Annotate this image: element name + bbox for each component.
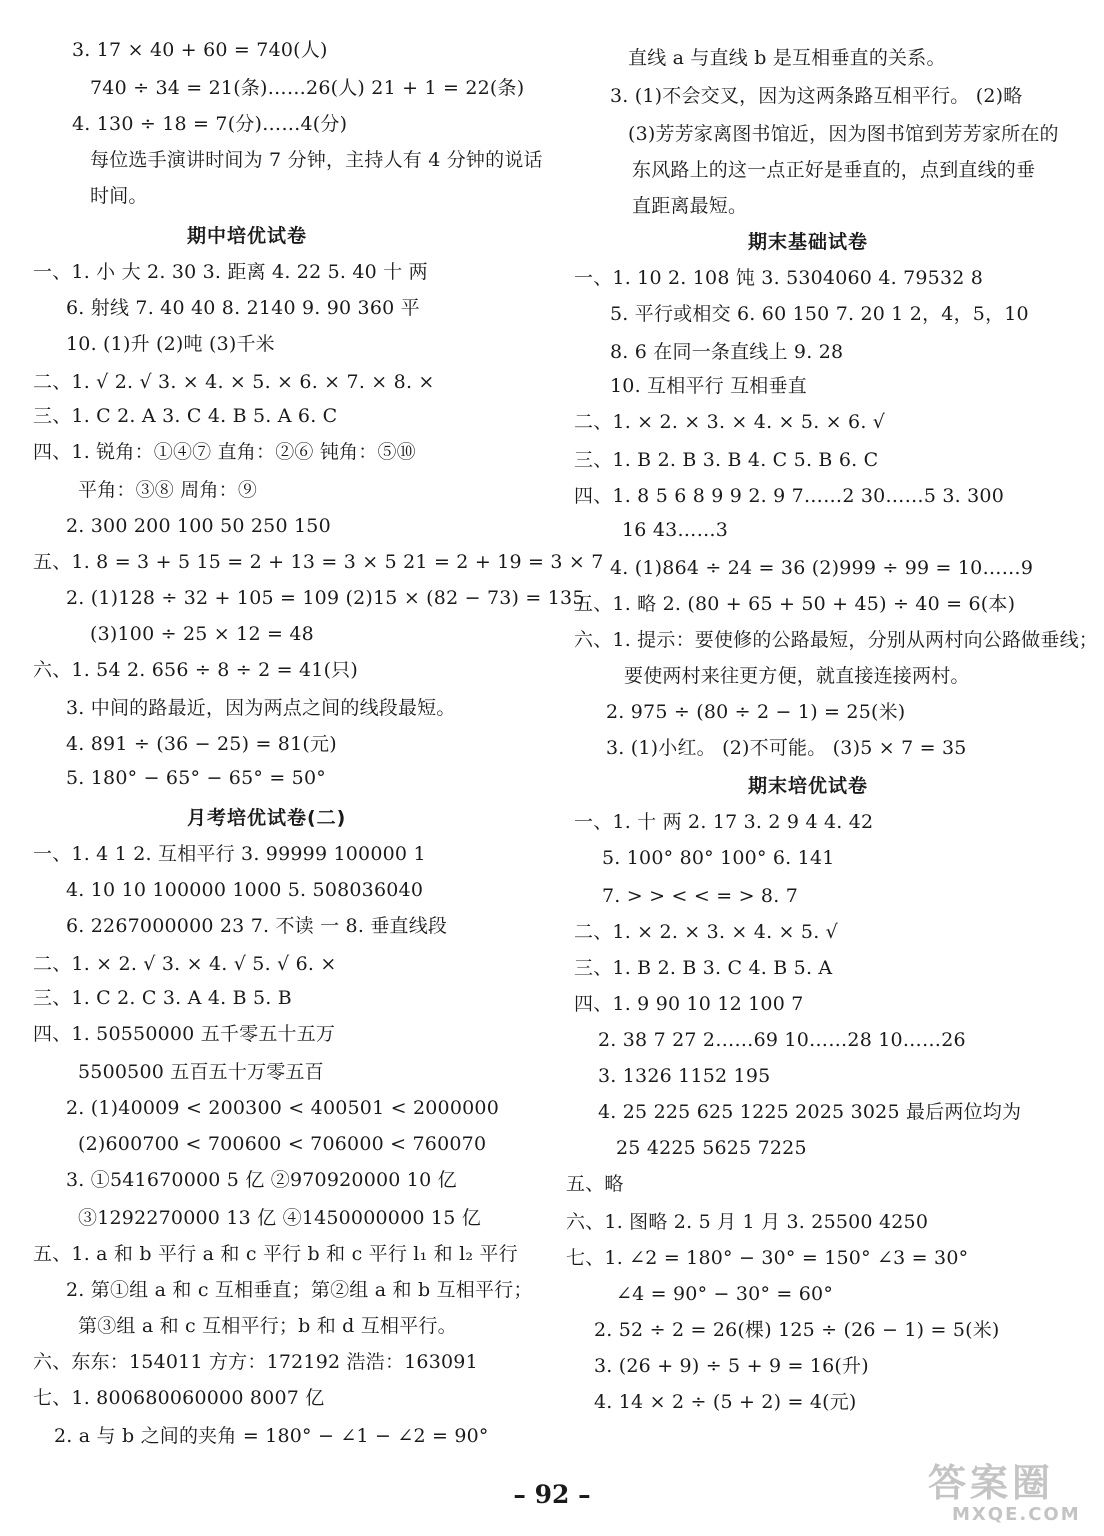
answer-line: (3)芳芳家离图书馆近，因为图书馆到芳芳家所在的 [628,123,1059,145]
answer-line: 四、1. 50550000 五千零五十五万 [33,1023,336,1045]
answer-line: 四、1. 8 5 6 8 9 9 2. 9 7……2 30……5 3. 300 [574,485,1004,507]
answer-line: 四、1. 9 90 10 12 100 7 [574,993,804,1015]
answer-line: 5. 100° 80° 100° 6. 141 [602,847,835,869]
answer-line: 三、1. B 2. B 3. B 4. C 5. B 6. C [574,449,879,471]
answer-line: (3)100 ÷ 25 × 12 = 48 [90,623,314,645]
answer-line: ∠4 = 90° − 30° = 60° [616,1283,834,1305]
answer-line: 2. (1)128 ÷ 32 + 105 = 109 (2)15 × (82 − 73) = 135 [66,587,585,609]
answer-line: 三、1. C 2. A 3. C 4. B 5. A 6. C [33,405,338,427]
answer-line: (2)600700 < 700600 < 706000 < 760070 [78,1133,487,1155]
page-number: – 92 – [513,1480,591,1509]
answer-line: 3. 中间的路最近，因为两点之间的线段最短。 [66,697,456,719]
answer-line: 2. 975 ÷ (80 ÷ 2 − 1) = 25(米) [606,701,906,723]
answer-line: 一、1. 十 两 2. 17 3. 2 9 4 4. 42 [574,811,874,833]
answer-line: 4. 14 × 2 ÷ (5 + 2) = 4(元) [594,1391,857,1413]
answer-line: 3. 17 × 40 + 60 = 740(人) [72,39,328,61]
answer-line: 一、1. 10 2. 108 饨 3. 5304060 4. 79532 8 [574,267,984,289]
answer-line: 3. (26 + 9) ÷ 5 + 9 = 16(升) [594,1355,869,1377]
answer-line: 六、东东：154011 方方：172192 浩浩：163091 [33,1351,478,1373]
watermark-text: 答案圈 [928,1461,1055,1505]
answer-line: 2. 52 ÷ 2 = 26(棵) 125 ÷ (26 − 1) = 5(米) [594,1319,1000,1341]
answer-line: 二、1. × 2. × 3. × 4. × 5. √ [574,921,838,943]
answer-line: 二、1. √ 2. √ 3. × 4. × 5. × 6. × 7. × 8. × [33,371,435,393]
answer-line: 2. 第①组 a 和 c 互相垂直；第②组 a 和 b 互相平行； [66,1279,533,1301]
answer-line: 7. > > < < = > 8. 7 [602,885,798,907]
answer-line: 2. (1)40009 < 200300 < 400501 < 2000000 [66,1097,499,1119]
answer-line: 10. 互相平行 互相垂直 [610,375,807,397]
watermark-logo [922,1452,1092,1532]
answer-line: 时间。 [90,185,148,207]
answer-line: 4. (1)864 ÷ 24 = 36 (2)999 ÷ 99 = 10……9 [610,557,1034,579]
answer-line: 要使两村来往更方便，就直接连接两村。 [624,665,970,687]
answer-line: 七、1. 800680060000 8007 亿 [33,1387,325,1409]
answer-line: 5. 180° − 65° − 65° = 50° [66,767,326,789]
answer-line: 2. 38 7 27 2……69 10……28 10……26 [598,1029,966,1051]
answer-line: 四、1. 锐角：①④⑦ 直角：②⑥ 钝角：⑤⑩ [33,441,416,463]
answer-line: 二、1. × 2. √ 3. × 4. √ 5. √ 6. × [33,953,337,975]
section-heading: 期末培优试卷 [748,775,869,797]
answer-line: 25 4225 5625 7225 [616,1137,807,1159]
answer-line: 六、1. 图略 2. 5 月 1 月 3. 25500 4250 [566,1211,929,1233]
answer-line: 740 ÷ 34 = 21(条)……26(人) 21 + 1 = 22(条) [90,77,525,99]
answer-line: 4. 891 ÷ (36 − 25) = 81(元) [66,733,337,755]
answer-line: 一、1. 4 1 2. 互相平行 3. 99999 100000 1 [33,843,426,865]
answer-line: 二、1. × 2. × 3. × 4. × 5. × 6. √ [574,411,886,433]
answer-line: 2. 300 200 100 50 250 150 [66,515,331,537]
answer-line: ③1292270000 13 亿 ④1450000000 15 亿 [78,1207,481,1229]
section-heading: 期中培优试卷 [187,225,308,247]
answer-line: 10. (1)升 (2)吨 (3)千米 [66,333,275,355]
answer-line: 5. 平行或相交 6. 60 150 7. 20 1 2，4，5，10 [610,303,1029,325]
answer-line: 8. 6 在同一条直线上 9. 28 [610,341,844,363]
answer-line: 3. (1)不会交叉，因为这两条路互相平行。 (2)略 [610,85,1023,107]
answer-line: 每位选手演讲时间为 7 分钟，主持人有 4 分钟的说话 [90,149,543,171]
answer-line: 五、1. a 和 b 平行 a 和 c 平行 b 和 c 平行 l₁ 和 l₂ 平行 [33,1243,518,1265]
answer-line: 4. 130 ÷ 18 = 7(分)……4(分) [72,113,348,135]
watermark-url: MXQE.COM [952,1504,1081,1525]
answer-line: 16 43……3 [622,519,729,541]
section-heading: 月考培优试卷(二) [187,807,347,829]
answer-line: 第③组 a 和 c 互相平行；b 和 d 互相平行。 [78,1315,457,1337]
section-heading: 期末基础试卷 [748,231,869,253]
answer-line: 4. 25 225 625 1225 2025 3025 最后两位均为 [598,1101,1022,1123]
answer-line: 一、1. 小 大 2. 30 3. 距离 4. 22 5. 40 十 两 [33,261,428,283]
answer-line: 三、1. B 2. B 3. C 4. B 5. A [574,957,833,979]
answer-line: 六、1. 54 2. 656 ÷ 8 ÷ 2 = 41(只) [33,659,358,681]
answer-line: 三、1. C 2. C 3. A 4. B 5. B [33,987,292,1009]
answer-line: 3. ①541670000 5 亿 ②970920000 10 亿 [66,1169,457,1191]
answer-line: 东风路上的这一点正好是垂直的，点到直线的垂 [632,159,1036,181]
answer-line: 六、1. 提示：要使修的公路最短，分别从两村向公路做垂线； [574,629,1098,651]
answer-line: 4. 10 10 100000 1000 5. 508036040 [66,879,424,901]
answer-line: 3. 1326 1152 195 [598,1065,771,1087]
answer-line: 平角：③⑧ 周角：⑨ [78,479,258,501]
answer-line: 五、1. 略 2. (80 + 65 + 50 + 45) ÷ 40 = 6(本) [574,593,1016,615]
answer-line: 五、1. 8 = 3 + 5 15 = 2 + 13 = 3 × 5 21 = 2 + 19 = 3 × 7 [33,551,604,573]
answer-line: 五、略 [566,1173,624,1195]
answer-line: 直距离最短。 [632,195,748,217]
answer-line: 6. 射线 7. 40 40 8. 2140 9. 90 360 平 [66,297,420,319]
answer-line: 6. 2267000000 23 7. 不读 一 8. 垂直线段 [66,915,448,937]
answer-line: 3. (1)小红。 (2)不可能。 (3)5 × 7 = 35 [606,737,967,759]
answer-line: 2. a 与 b 之间的夹角 = 180° − ∠1 − ∠2 = 90° [54,1425,489,1447]
answer-line: 七、1. ∠2 = 180° − 30° = 150° ∠3 = 30° [566,1247,969,1269]
answer-line: 5500500 五百五十万零五百 [78,1061,324,1083]
answer-line: 直线 a 与直线 b 是互相垂直的关系。 [628,47,946,69]
